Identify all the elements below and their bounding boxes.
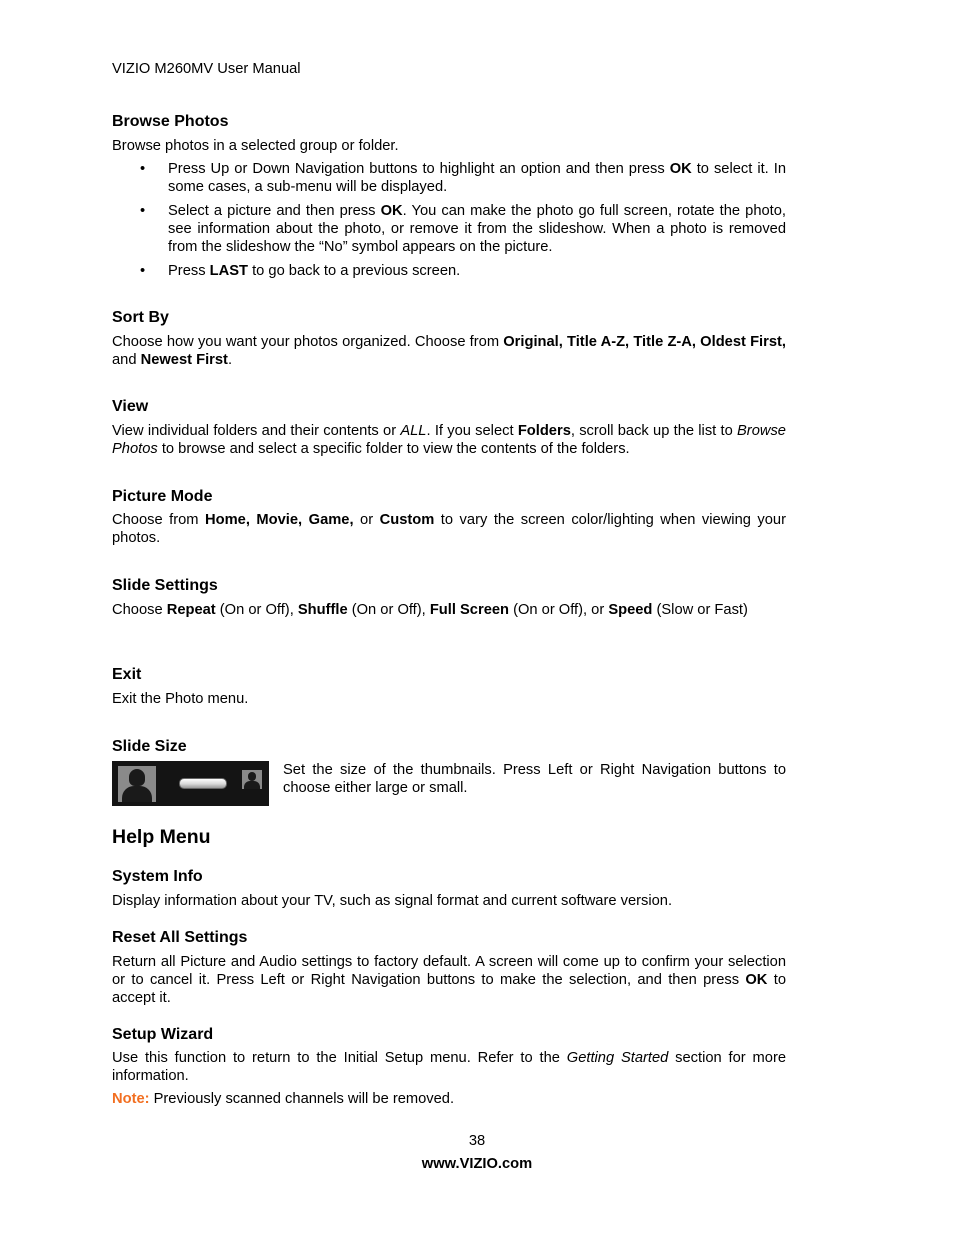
slide-size-text: Set the size of the thumbnails. Press Left or Right Navigation buttons to choose either large or small. — [283, 762, 786, 796]
note-text: Note: Previously scanned channels will be removed. — [112, 1091, 455, 1107]
setup-wizard-heading: Setup Wizard — [112, 1026, 214, 1043]
slide-size-image — [112, 761, 269, 806]
sort-by-text: Choose how you want your photos organized. Choose from Original, Title A-Z, Title Z-A, Oldest First, and Newest First. — [112, 334, 786, 368]
exit-heading: Exit — [112, 666, 142, 683]
system-info-text: Display information about your TV, such as signal format and current software version. — [112, 893, 673, 909]
list-item: • Press LAST to go back to a previous screen. — [140, 263, 461, 279]
small-thumbnail-icon — [242, 770, 262, 789]
footer-url: www.VIZIO.com — [421, 1156, 533, 1172]
page-number: 38 — [468, 1133, 486, 1149]
exit-text: Exit the Photo menu. — [112, 691, 249, 707]
view-text: View individual folders and their contents or ALL. If you select Folders, scroll back up the list to Browse Photos to browse and select a specific folder to view the contents of the folders. — [112, 423, 786, 457]
size-slider-bar — [179, 778, 227, 789]
bullet-marker: • — [140, 203, 146, 219]
view-heading: View — [112, 398, 149, 415]
large-thumbnail-icon — [118, 766, 156, 802]
slide-size-heading: Slide Size — [112, 738, 187, 755]
slide-settings-heading: Slide Settings — [112, 577, 218, 594]
sort-by-heading: Sort By — [112, 309, 169, 326]
reset-all-heading: Reset All Settings — [112, 929, 248, 946]
setup-wizard-text: Use this function to return to the Initial Setup menu. Refer to the Getting Started section for more information. — [112, 1050, 787, 1084]
picture-mode-heading: Picture Mode — [112, 488, 213, 505]
reset-all-text: Return all Picture and Audio settings to factory default. A screen will come up to confirm your selection or to cancel it. Press Left or Right Navigation buttons to make the selection, and then press OK to accept it. — [112, 954, 786, 1006]
bullet-marker: • — [140, 161, 146, 177]
page-header: VIZIO M260MV User Manual — [112, 61, 301, 77]
picture-mode-text: Choose from Home, Movie, Game, or Custom to vary the screen color/lighting when viewing your photos. — [112, 512, 786, 546]
browse-photos-intro: Browse photos in a selected group or folder. — [112, 138, 399, 154]
bullet-marker: • — [140, 263, 146, 279]
list-item: • Select a picture and then press OK. You can make the photo go full screen, rotate the photo, see information about the photo, or remove it from the slideshow. When a photo is removed from the slideshow the “No” symbol appears on the picture. — [140, 203, 786, 255]
list-item: • Press Up or Down Navigation buttons to highlight an option and then press OK to select it. In some cases, a sub-menu will be displayed. — [140, 161, 786, 195]
browse-photos-heading: Browse Photos — [112, 113, 229, 130]
browse-photos-list — [112, 160, 786, 286]
system-info-heading: System Info — [112, 868, 203, 885]
slide-settings-text: Choose Repeat (On or Off), Shuffle (On or Off), Full Screen (On or Off), or Speed (Slow or Fast) — [112, 602, 748, 618]
help-menu-heading: Help Menu — [112, 826, 211, 848]
note-label: Note: — [112, 1091, 150, 1107]
